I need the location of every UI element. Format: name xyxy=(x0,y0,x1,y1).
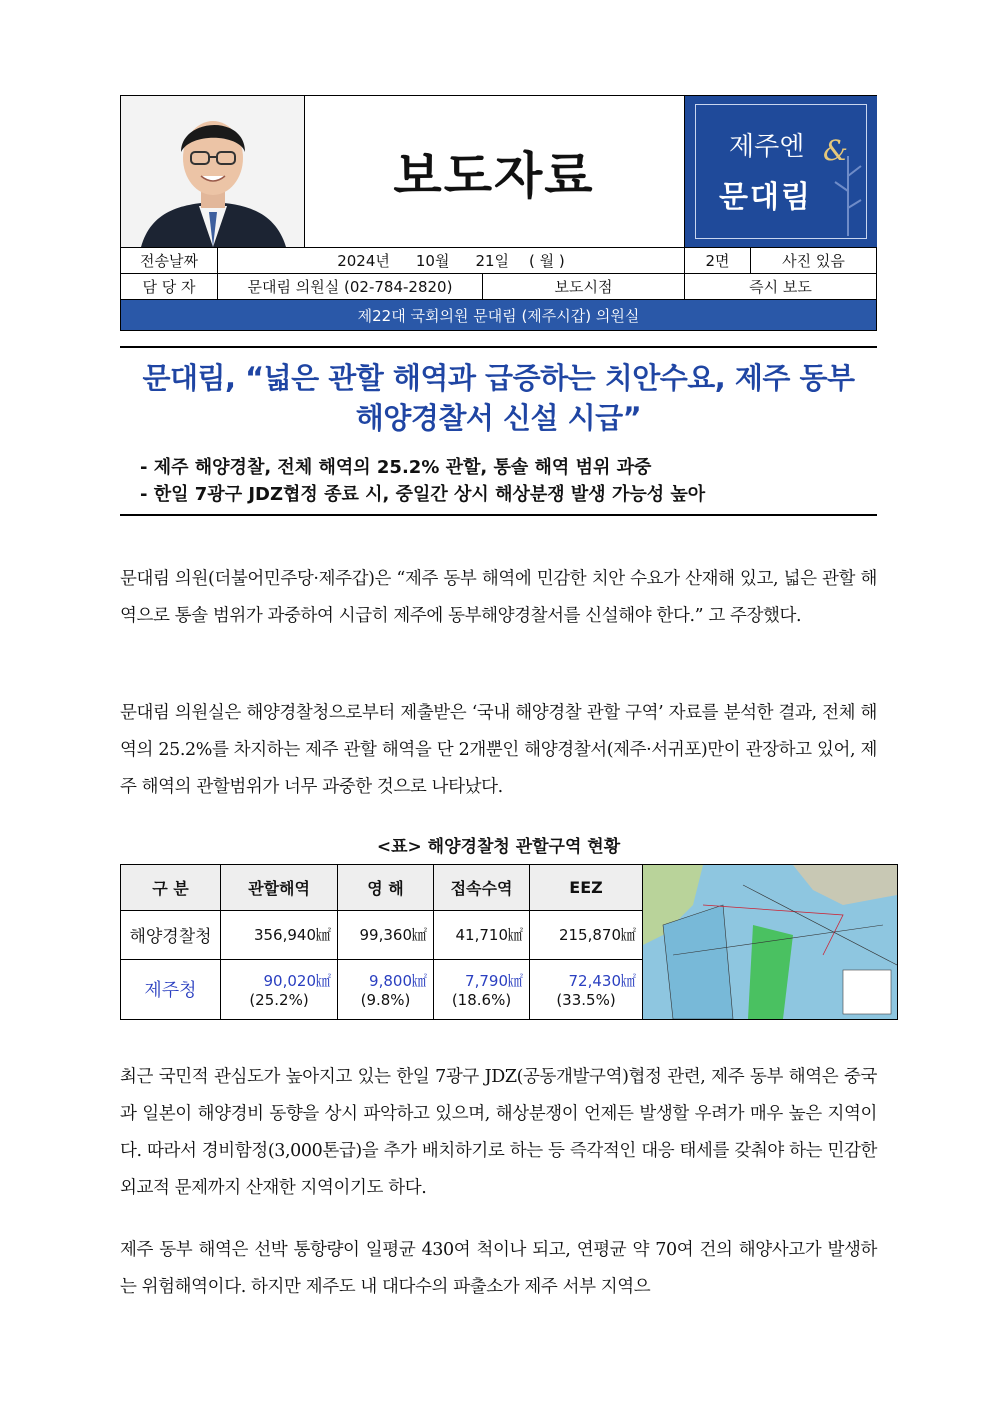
table-cell: 90,020㎢ (25.2%) xyxy=(221,959,338,1019)
send-date-value: 2024년 10월 21일 ( 월 ) xyxy=(217,248,684,273)
contact-label: 담 당 자 xyxy=(142,278,196,296)
row-label: 해양경찰청 xyxy=(121,911,221,959)
paragraph-3: 최근 국민적 관심도가 높아지고 있는 한일 7광구 JDZ(공동개발구역)협정 관련, 제주 동부 해역은 중국과 일본이 해양경비 동향을 상시 파악하고 있으며, 해상분쟁이 언제든 발생할 우려가 매우 높은 지역이다. 따라서 경비함정(3,000톤급)을 추가 배치하기로 하는 등 즉각적인 대응 태세를 갖춰야 하는 민감한 외교적 문제까지 산재한 지역이기도 하다. xyxy=(120,1067,877,1198)
jurisdiction-table xyxy=(120,864,898,1020)
table-cell: 72,430㎢ (33.5%) xyxy=(530,959,643,1019)
table-cell: 356,940㎢ xyxy=(221,911,338,959)
table-header: 관할해역 xyxy=(221,865,338,911)
contact-value: 문대림 의원실 (02-784-2820) xyxy=(217,274,482,299)
lawmaker-photo xyxy=(121,96,305,247)
table-header: 구 분 xyxy=(121,865,221,911)
subheadline-item: - 제주 해양경찰, 전체 해역의 25.2% 관할, 통솔 해역 범위 과중 xyxy=(140,457,652,478)
table-header: 접속수역 xyxy=(434,865,530,911)
table-header: EEZ xyxy=(530,865,643,911)
table-cell: 41,710㎢ xyxy=(434,911,530,959)
office-banner: 제22대 국회의원 문대림 (제주시갑) 의원실 xyxy=(121,299,876,330)
paragraph-1: 문대림 의원(더불어민주당·제주갑)은 “제주 동부 해역에 민감한 치안 수요가 산재해 있고, 넓은 관할 해역으로 통솔 범위가 과중하여 시급히 제주에 동부해양경찰서를 신설해야 한다.” 고 주장했다. xyxy=(120,569,877,626)
divider-top xyxy=(120,346,877,348)
jeju-moon-logo: 제주엔 & 문대림 xyxy=(684,96,877,247)
release-value: 즉시 보도 xyxy=(684,274,876,299)
jurisdiction-map xyxy=(643,865,898,1020)
table-cell: 7,790㎢ (18.6%) xyxy=(434,959,530,1019)
paragraph-2: 문대림 의원실은 해양경찰청으로부터 제출받은 ‘국내 해양경찰 관할 구역’ 자료를 분석한 결과, 전체 해역의 25.2%를 차지하는 제주 관할 해역을 단 2개뿐인 해양경찰서(제주·서귀포)만이 관장하고 있어, 제주 해역의 관할범위가 너무 과중한 것으로 나타났다. xyxy=(120,703,877,797)
table-header: 영 해 xyxy=(338,865,434,911)
press-release-title: 보도자료 xyxy=(393,146,595,205)
contact-row xyxy=(121,273,876,299)
send-date-label: 전송날짜 xyxy=(140,252,198,270)
table-caption: <표> 해양경찰청 관할구역 현황 xyxy=(376,837,621,857)
divider-bottom xyxy=(120,514,877,516)
paragraph-4: 제주 동부 해역은 선박 통항량이 일평균 430여 척이나 되고, 연평균 약 70여 건의 해양사고가 발생하는 위험해역이다. 하지만 제주도 내 대다수의 파출소가 제주 서부 지역으 xyxy=(120,1240,877,1297)
send-date-row xyxy=(121,247,876,273)
headline: 문대림, “넓은 관할 해역과 급증하는 치안수요, 제주 동부 해양경찰서 신설 시급” xyxy=(142,361,855,435)
subheadline-item: - 한일 7광구 JDZ협정 종료 시, 중일간 상시 해상분쟁 발생 가능성 높아 xyxy=(140,484,706,505)
row-label: 제주청 xyxy=(121,959,221,1019)
table-cell: 215,870㎢ xyxy=(530,911,643,959)
subheadlines xyxy=(140,454,705,508)
page-count: 2면 xyxy=(684,248,750,273)
release-label: 보도시점 xyxy=(482,274,684,299)
table-cell: 9,800㎢ (9.8%) xyxy=(338,959,434,1019)
photo-included: 사진 있음 xyxy=(750,248,876,273)
table-cell: 99,360㎢ xyxy=(338,911,434,959)
